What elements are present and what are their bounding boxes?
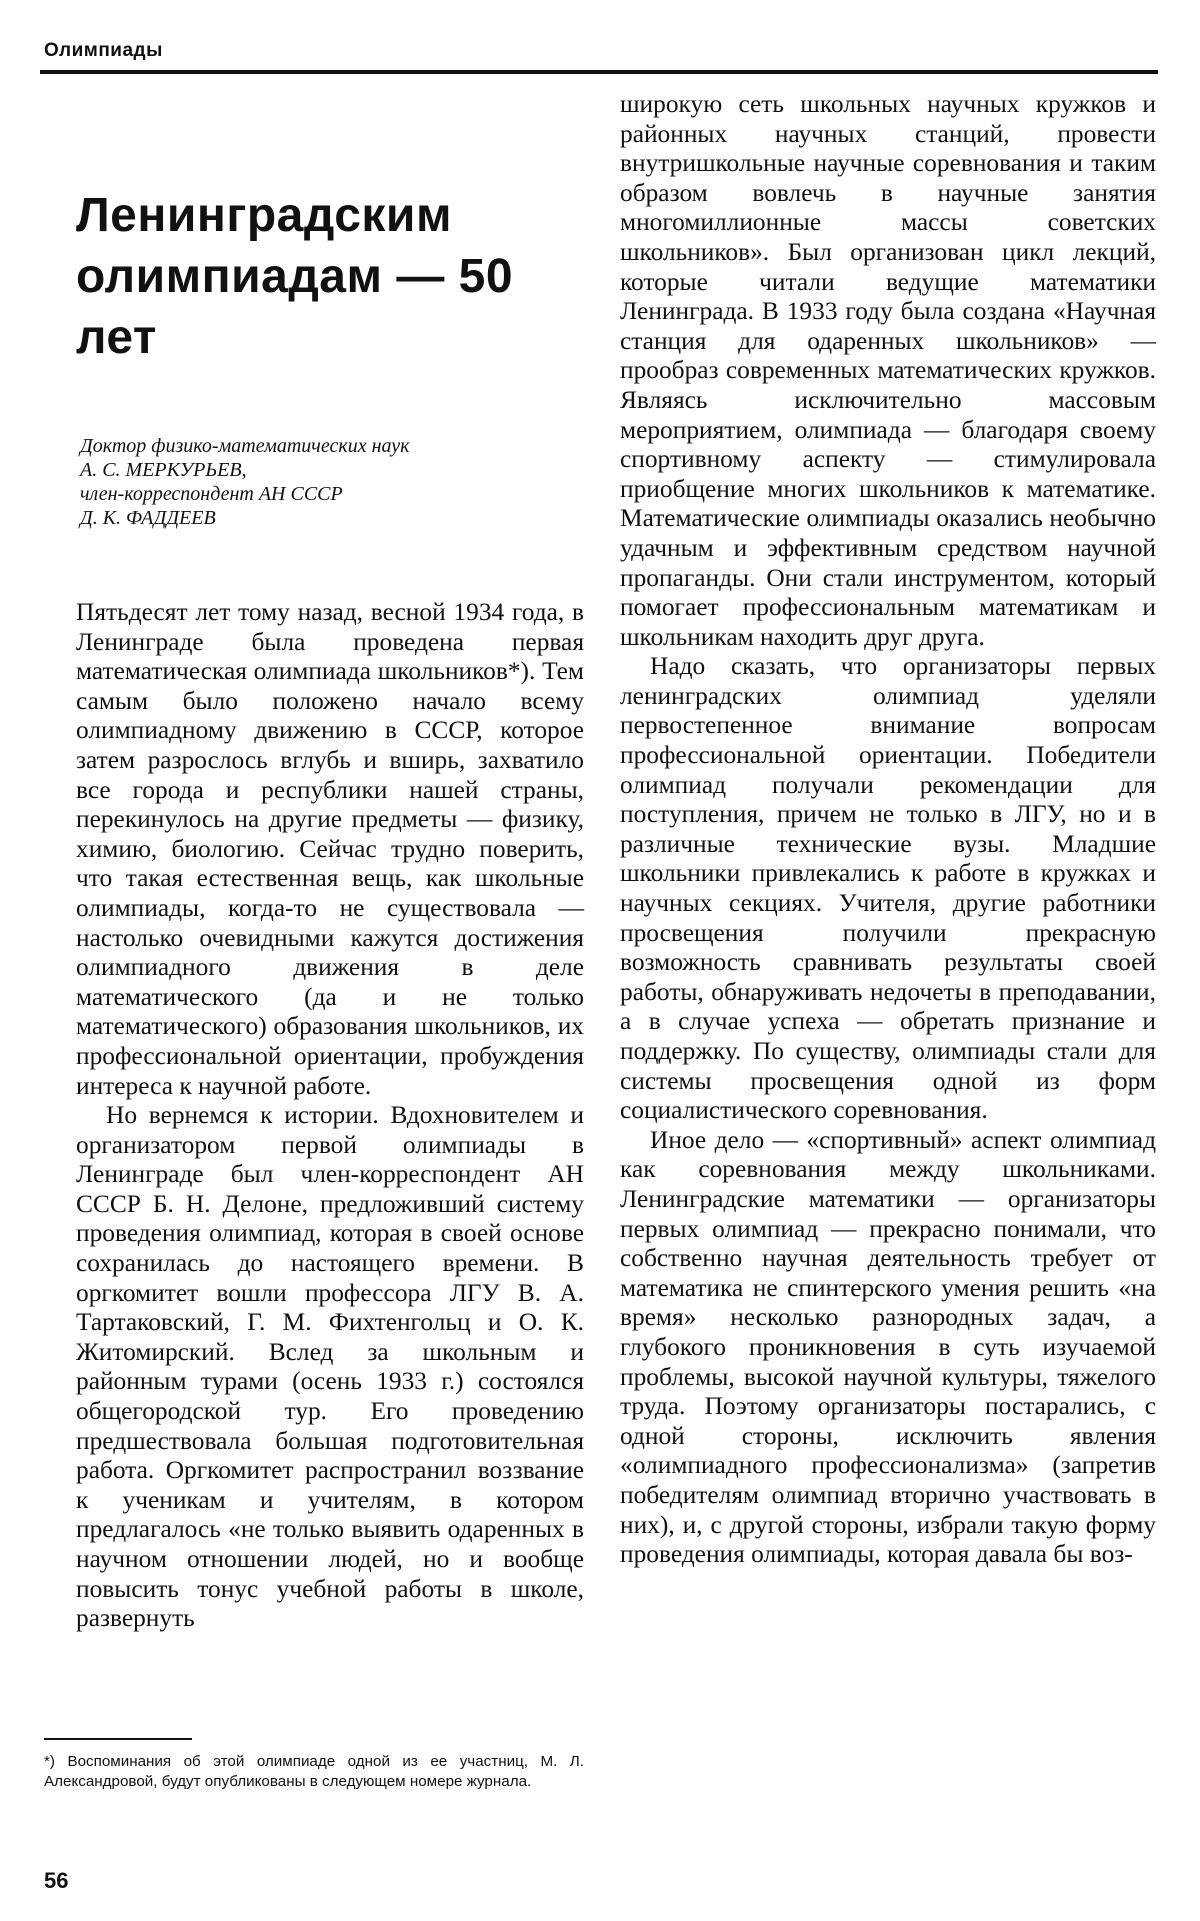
left-column: [76, 598, 584, 1634]
author-title: член-корреспондент АН СССР: [80, 483, 343, 505]
author-name-2: Д. К. ФАДДЕЕВ: [80, 507, 216, 529]
right-paragraph-3: Иное дело — «спортивный» аспект олимпиад как соревнования между школьниками. Ленинградские математики — организаторы первых олимпиад — прекрасно понимали, что собственно научная деятельность требует от математика не спинтерского умения решить «на время» несколько разнородных задач, а глубокого проникновения в суть изучаемой проблемы, высокой научной культуры, тяжелого труда. Поэтому организаторы постарались, с одной стороны, исключить явления «олимпиадного профессионализма» (запретив победителям олимпиад вторично участвовать в них), и, с другой стороны, избрали такую форму проведения олимпиады, которая давала бы воз-: [620, 1125, 1156, 1569]
left-paragraph-1: Пятьдесят лет тому назад, весной 1934 года, в Ленинграде была проведена первая математическая олимпиада школьников*). Тем самым было положено начало всему олимпиадному движению в СССР, которое затем разрослось вглубь и вширь, захватило все города и республики нашей страны, перекинулось на другие предметы — физику, химию, биологию. Сейчас трудно поверить, что такая естественная вещь, как школьные олимпиады, когда-то не существовала — настолько очевидными кажутся достижения олимпиадного движения в деле математического (да и не только математического) образования школьников, их профессиональной ориентации, пробуждения интереса к научной работе.: [76, 598, 584, 1100]
footnote: *) Воспоминания об этой олимпиаде одной из ее участниц, М. Л. Александровой, будут опубликованы в следующем номере журнала.: [44, 1753, 584, 1790]
article-authors: [80, 434, 560, 530]
right-column: [620, 90, 1156, 1570]
footnote-rule: [44, 1738, 192, 1740]
author-degree: Доктор физико-математических наук: [80, 435, 410, 457]
right-paragraph-2: Надо сказать, что организаторы первых ленинградских олимпиад уделяли первостепенное внимание вопросам профессиональной ориентации. Победители олимпиад получали рекомендации для поступления, причем не только в ЛГУ, но и в различные технические вузы. Младшие школьники привлекались к работе в кружках и научных секциях. Учителя, другие работники просвещения получили прекрасную возможность сравнивать результаты своей работы, обнаруживать недочеты в преподавании, а в случае успеха — обретать признание и поддержку. По существу, олимпиады стали для системы просвещения одной из форм социалистического соревнования.: [620, 652, 1156, 1125]
header-rule: [40, 70, 1158, 74]
right-paragraph-1: широкую сеть школьных научных кружков и районных научных станций, провести внутришкольные научные соревнования и таким образом вовлечь в научные занятия многомиллионные массы советских школьников». Был организован цикл лекций, которые читали ведущие математики Ленинграда. В 1933 году была создана «Научная станция для одаренных школьников» — прообраз современных математических кружков. Являясь исключительно массовым мероприятием, олимпиада — благодаря своему спортивному аспекту — стимулировала приобщение многих школьников к математике. Математические олимпиады оказались необычно удачным и эффективным средством научной пропаганды. Они стали инструментом, который помогает профессиональным математикам и школьникам находить друг друга.: [620, 90, 1156, 651]
author-name-1: А. С. МЕРКУРЬЕВ,: [80, 459, 247, 481]
section-header: Олимпиады: [44, 40, 163, 61]
page-number: 56: [44, 1868, 69, 1893]
article-title: Ленинградским олимпиадам — 50 лет: [76, 189, 514, 364]
left-paragraph-2: Но вернемся к истории. Вдохновителем и организатором первой олимпиады в Ленинграде был член-корреспондент АН СССР Б. Н. Делоне, предложивший систему проведения олимпиад, которая в своей основе сохранилась до настоящего времени. В оргкомитет вошли профессора ЛГУ В. А. Тартаковский, Г. М. Фихтенгольц и О. К. Житомирский. Вслед за школьным и районным турами (осень 1933 г.) состоялся общегородской тур. Его проведению предшествовала большая подготовительная работа. Оргкомитет распространил воззвание к ученикам и учителям, в котором предлагалось «не только выявить одаренных в научном отношении людей, но и вообще повысить тонус учебной работы в школе, развернуть: [76, 1101, 584, 1633]
